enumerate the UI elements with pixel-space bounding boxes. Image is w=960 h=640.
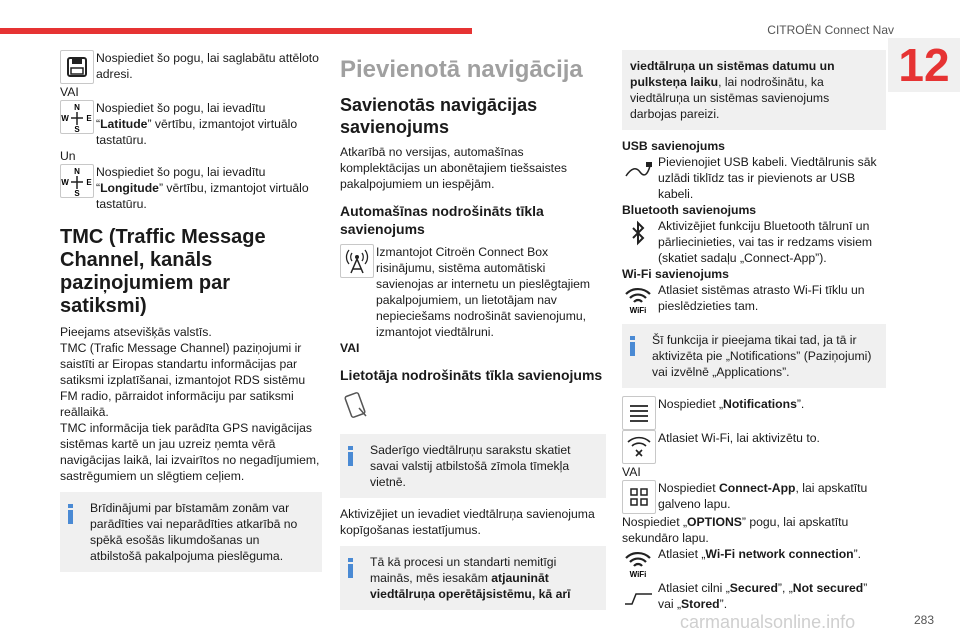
press-notifications-text: Nospiediet „Notifications”. [658,397,805,411]
vehicle-network-heading: Automašīnas nodrošināts tīkla savienojums [340,203,544,237]
svg-text:WiFi: WiFi [629,570,647,578]
usb-label: USB savienojums [622,139,725,153]
info-icon [348,558,353,578]
wifi-network-step [622,546,886,580]
wifi-icon [622,546,654,578]
tab-icon [622,580,654,612]
compass-icon [60,164,94,198]
svg-text:W: W [61,114,69,123]
notifications-step [622,396,886,430]
apps-grid-icon [622,480,656,514]
options-text: Nospiediet „OPTIONS” pogu, lai apskatītu sekundāro lapu. [622,515,849,545]
latitude-text: Nospiediet šo pogu, lai ievadītu “Latitude” vērtību, izmantojot virtuālo tastatūru. [96,101,298,147]
phone-icon [340,390,372,422]
tmc-paragraph-2: TMC (Trafic Message Channel) paziņojumi ir saistīti ar Eiropas standartu informācijas par satiksmi izplatīšanai, izmantojot RDS sistēmu FM radio, pārraidot informāciju par satiksmi reāllaikā. [60,341,306,419]
svg-text:E: E [86,114,92,123]
svg-text:W: W [61,178,69,187]
save-icon [60,50,94,84]
bluetooth-block [622,218,886,266]
notifications-note [622,324,886,388]
column-2 [340,50,606,618]
tab-text: Atlasiet cilni „Secured”, „Not secured” vai „Stored”. [658,581,868,611]
usb-icon [622,154,654,186]
header-accent-bar [0,28,472,34]
bluetooth-label: Bluetooth savienojums [622,203,757,217]
connect-app-step [622,480,886,514]
column-3 [622,50,886,614]
svg-text:N: N [74,103,80,112]
wifi-signal-icon [622,430,656,464]
user-note-text: Saderīgo viedtālruņu sarakstu skatiet savai valstij atbilstošā zīmola tīmekļa vietnē. [370,443,571,489]
header-title: CITROËN Connect Nav [767,23,894,37]
longitude-text: Nospiediet šo pogu, lai ievadītu “Longitude” vērtību, izmantojot virtuālo tastatūru. [96,165,309,211]
compass-icon [60,100,94,134]
bluetooth-icon [622,218,654,250]
user-note [340,434,606,498]
svg-text:S: S [74,125,80,133]
tmc-paragraph-1: Pieejams atsevišķās valstīs. [60,325,212,339]
svg-text:N: N [74,167,80,176]
wifi-block [622,282,886,316]
or-label-2: VAI [622,465,641,479]
wifi-network-text: Atlasiet „Wi-Fi network connection”. [658,547,862,561]
or-label: VAI [60,85,79,99]
connect-app-text: Nospiediet Connect-App, lai apskatītu galveno lapu. [658,481,868,511]
page-number: 283 [913,613,934,627]
vehicle-network-text: Izmantojot Citroën Connect Box risinājumu, sistēma automātiski savienojas ar internetu un pieslēgtajiem pakalpojumiem, un lietotājam nav nepieciešams nodrošināt savienojumu, izmantojot viedtālruni. [376,245,591,339]
phone-block [340,390,606,426]
user-paragraph: Aktivizējiet un ievadiet viedtālruņa savienojuma kopīgošanas iestatījumus. [340,507,595,537]
info-icon [630,336,635,356]
section-title: Pievienotā navigācija [340,56,583,83]
info-icon [348,446,353,466]
tmc-note [60,492,322,572]
svg-text:S: S [74,189,80,197]
user-network-heading: Lietotāja nodrošināts tīkla savienojums [340,367,603,383]
longitude-instruction [60,164,322,212]
chapter-number: 12 [898,39,950,91]
usb-block [622,154,886,202]
antenna-icon [340,244,374,278]
svg-text:E: E [86,178,92,187]
chapter-tab [888,38,960,92]
tmc-heading: TMC (Traffic Message Channel, kanāls paziņojumiem par satiksmi) [60,226,266,317]
connection-heading: Savienotās navigācijas savienojums [340,95,538,137]
wifi-label: Wi-Fi savienojums [622,267,729,281]
update-note-text: Tā kā procesi un standarti nemitīgi mainās, mēs iesakām atjaunināt viedtālruņa operētājsistēmu, kā arī [370,555,571,601]
wifi-icon [622,282,654,314]
update-note [340,546,606,610]
info-icon [68,504,73,524]
bluetooth-text: Aktivizējiet funkciju Bluetooth tālrunī un pārliecinieties, vai tas ir redzams visiem (skatiet sadaļu „Connect-App”). [658,219,873,265]
select-wifi-text: Atlasiet Wi-Fi, lai aktivizētu to. [658,431,820,445]
save-instruction [60,50,322,84]
vehicle-network-block [340,244,606,340]
save-text: Nospiediet šo pogu, lai saglabātu attēloto adresi. [96,51,319,81]
wifi-text: Atlasiet sistēmas atrasto Wi-Fi tīklu un pieslēdzieties tam. [658,283,865,313]
usb-text: Pievienojiet USB kabeli. Viedtālrunis sāk uzlādi tiklīdz tas ir pievienots ar USB kabeli. [658,155,877,201]
tab-step [622,580,886,614]
menu-icon [622,396,656,430]
tmc-note-text: Brīdinājumi par bīstamām zonām var parādīties vai neparādīties atkarībā no spēkā esošās likumdošanas un atbilstošā pakalpojuma pieslēguma. [90,501,298,563]
watermark: carmanualsonline.info [680,612,856,632]
continued-note-text: viedtālruņa un sistēmas datumu un pulksteņa laiku, lai nodrošinātu, ka viedtālruņa un sistēmas savienojums darbojas pareizi. [630,59,835,121]
vehicle-or-label: VAI [340,341,360,355]
and-label: Un [60,149,76,163]
connection-paragraph: Atkarībā no versijas, automašīnas komplektācijas un abonētajiem tiešsaistes pakalpojumiem un iespējām. [340,145,567,191]
continued-note [622,50,886,130]
column-1 [60,50,322,580]
latitude-instruction [60,100,322,148]
notifications-note-text: Šī funkcija ir pieejama tikai tad, ja tā ir aktivizēta pie „Notifications” (Paziņojumi) vai izvēlnē „Applications”. [652,333,872,379]
tmc-paragraph-3: TMC informācija tiek parādīta GPS navigācijas sistēmas kartē un jau uzreiz ņemta vērā navigācijas laikā, lai izvairītos no negadījumiem, sastrēgumiem un slēgtiem ceļiem. [60,421,320,483]
svg-text:WiFi: WiFi [629,306,647,314]
select-wifi-step [622,430,886,464]
